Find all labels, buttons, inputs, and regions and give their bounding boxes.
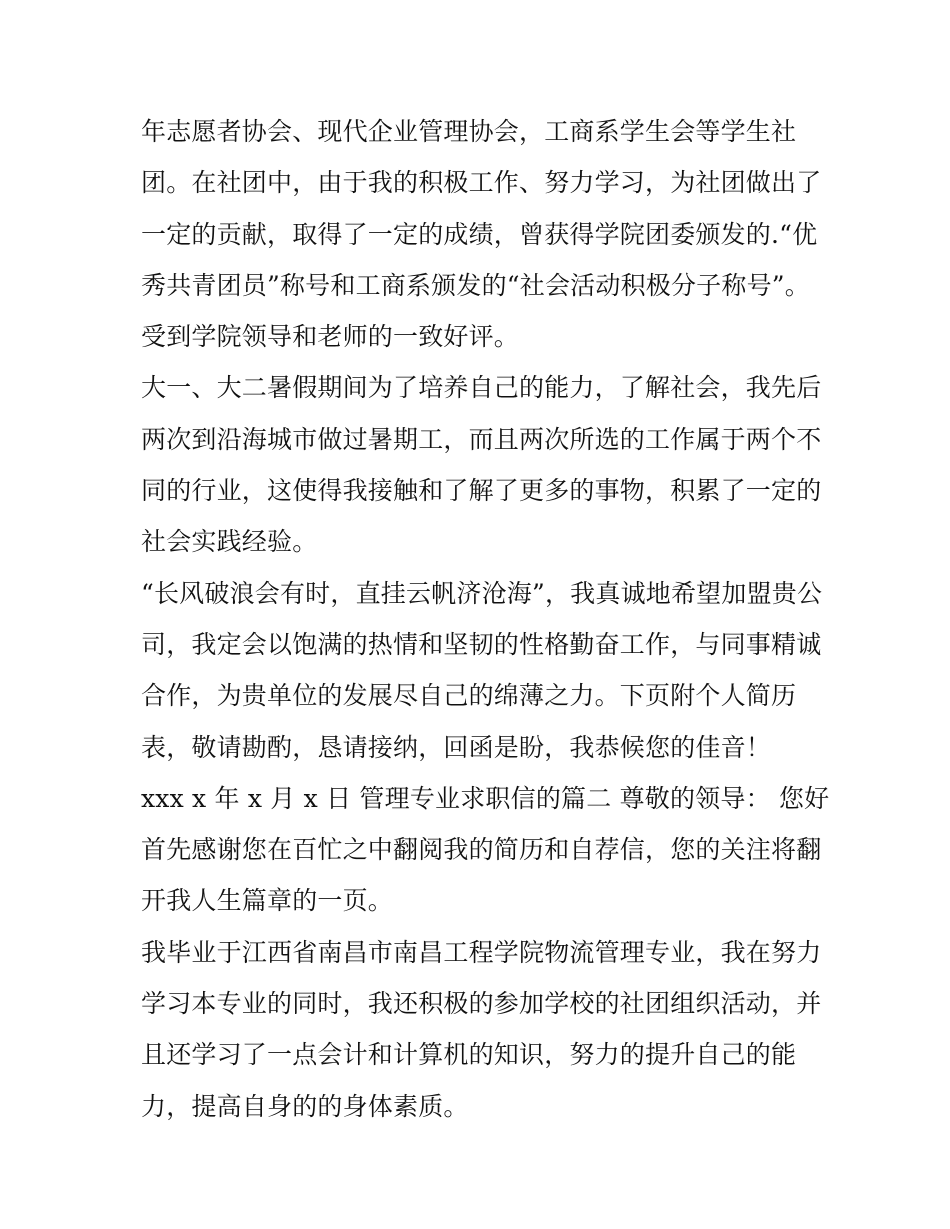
text-line-7: 两次到沿海城市做过暑期工，而且两次所选的工作属于两个不: [141, 424, 822, 454]
text-line-4: 秀共青团员”称号和工商系颁发的“社会活动积极分子称号”。: [141, 270, 810, 300]
text-line-20: 力，提高自身的的身体素质。: [141, 1091, 469, 1121]
text-line-16: 开我人生篇章的一页。: [141, 886, 394, 916]
text-line-10: “长风破浪会有时，直挂云帆济沧海”，我真诚地希望加盟贵公: [141, 578, 823, 608]
text-line-9: 社会实践经验。: [141, 527, 318, 557]
text-line-5: 受到学院领导和老师的一致好评。: [141, 322, 520, 352]
text-line-14: xxx x 年 x 月 x 日 管理专业求职信的篇二 尊敬的领导： 您好: [141, 783, 830, 813]
text-line-13: 表，敬请勘酌，恳请接纳，回函是盼，我恭候您的佳音！: [141, 732, 772, 762]
document-body: [141, 106, 830, 1132]
text-line-8: 同的行业，这使得我接触和了解了更多的事物，积累了一定的: [141, 476, 822, 506]
text-line-17: 我毕业于江西省南昌市南昌工程学院物流管理专业，我在努力: [141, 937, 822, 967]
text-line-15: 首先感谢您在百忙之中翻阅我的简历和自荐信，您的关注将翻: [141, 835, 822, 865]
text-line-6: 大一、大二暑假期间为了培养自己的能力，了解社会，我先后: [141, 373, 822, 403]
text-line-19: 且还学习了一点会计和计算机的知识，努力的提升自己的能: [141, 1040, 797, 1070]
text-line-11: 司，我定会以饱满的热情和坚韧的性格勤奋工作，与同事精诚: [141, 629, 822, 659]
text-line-12: 合作，为贵单位的发展尽自己的绵薄之力。下页附个人简历: [141, 681, 797, 711]
text-line-1: 年志愿者协会、现代企业管理协会，工商系学生会等学生社: [141, 117, 797, 146]
text-line-3: 一定的贡献，取得了一定的成绩，曾获得学院团委颁发的.“优: [141, 219, 818, 249]
text-line-18: 学习本专业的同时，我还积极的参加学校的社团组织活动，并: [141, 989, 822, 1019]
text-line-2: 团。在社团中，由于我的积极工作、努力学习，为社团做出了: [141, 168, 822, 198]
